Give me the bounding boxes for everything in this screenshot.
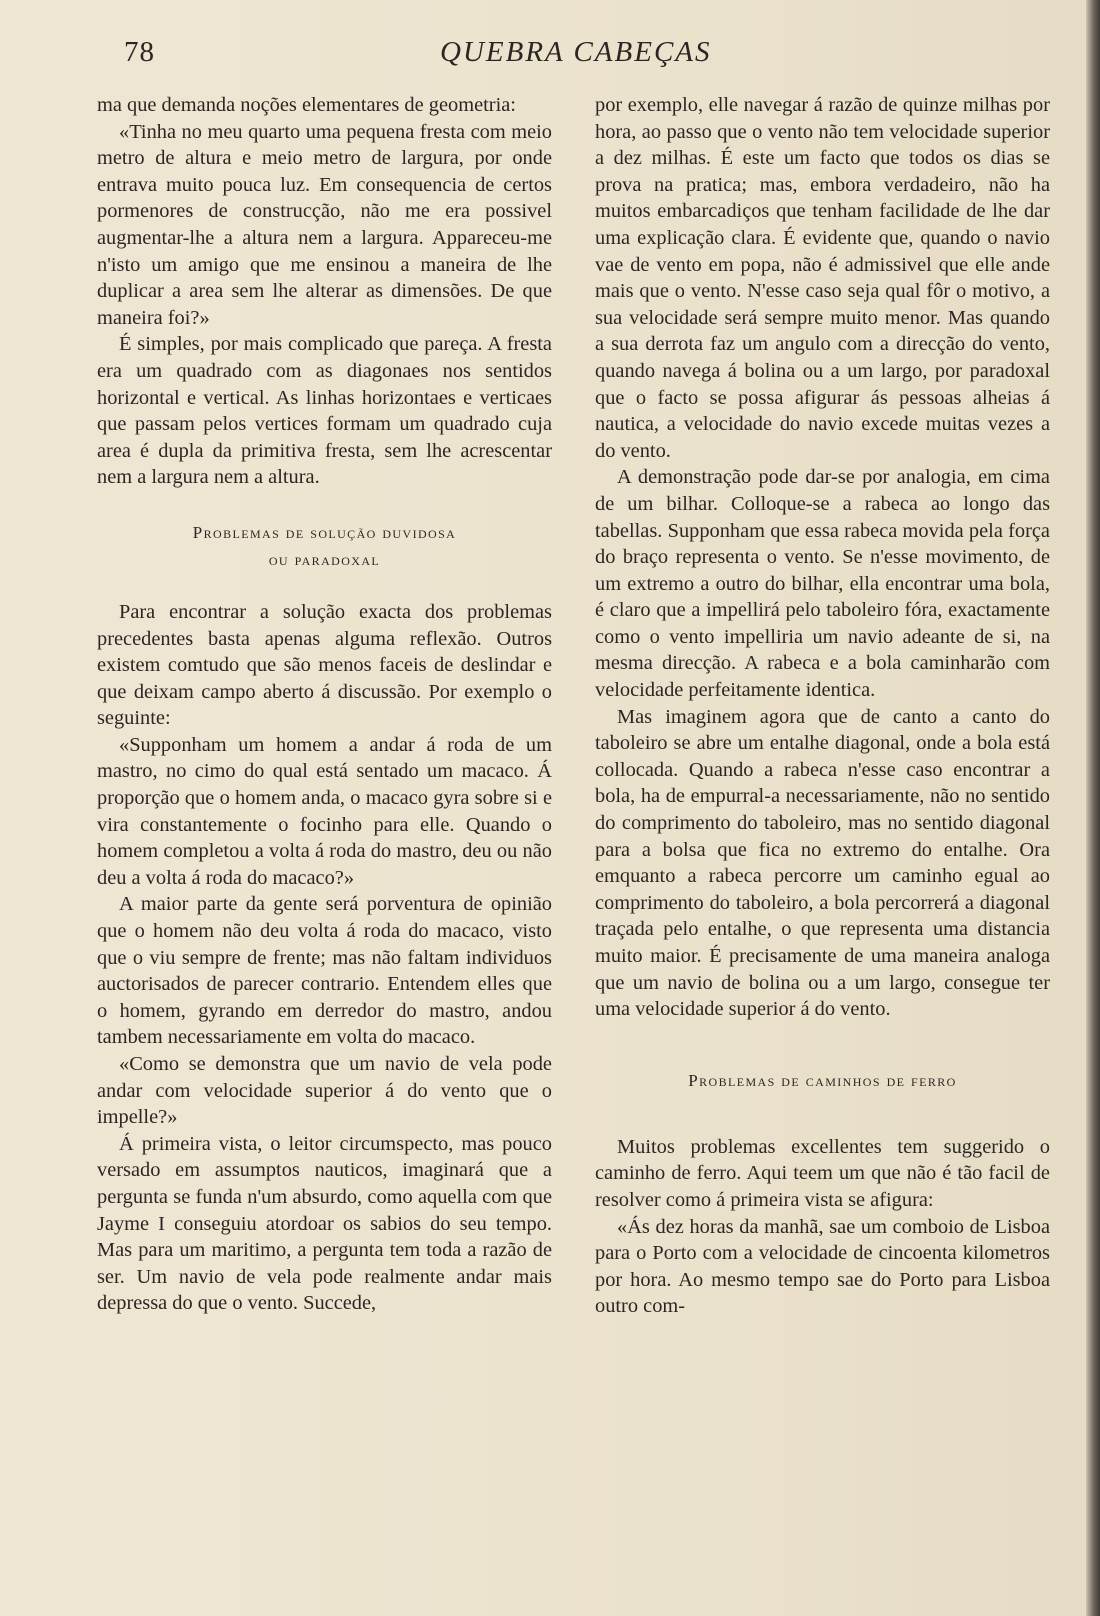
paragraph: por exemplo, elle navegar á razão de quinze milhas por hora, ao passo que o vento não tem velocidade superior a dez milhas. É este um facto que todos os dias se prova na pratica; mas, embora verdadeiro, não ha muitos embarcadiços que tenham facilidade de lhe dar uma explicação clara. É evidente que, quando o navio vae de vento em popa, não é admissivel que elle ande mais que o vento. N'esse caso seja qual fôr o motivo, a sua velocidade será sempre muito menor. Mas quando a sua derrota faz um angulo com a direcção do vento, quando navega á bolina ou a um largo, por paradoxal que o facto se possa afigurar ás pessoas alheias á nautica, a velocidade do navio excede muitas vezes a do vento. bbox=[595, 94, 1050, 462]
left-column bbox=[97, 92, 552, 1317]
paragraph: ma que demanda noções elementares de geometria: bbox=[97, 94, 516, 116]
section-heading bbox=[97, 519, 552, 573]
page-edge-shadow bbox=[1086, 0, 1100, 1616]
section-heading bbox=[595, 1067, 1050, 1094]
paragraph: É simples, por mais complicado que pareça. A fresta era um quadrado com as diagonaes nos sentidos horizontal e vertical. As linhas horizontaes e verticaes que passam pelos vertices formam um quadrado cuja area é dupla da primitiva fresta, sem lhe acrescentar nem a largura nem a altura. bbox=[97, 333, 552, 489]
paragraph: «Supponham um homem a andar á roda de um mastro, no cimo do qual está sentado um macaco. Á proporção que o homem anda, o macaco gyra sobre si e vira constantemente o focinho para elle. Quando o homem completou a volta á roda do mastro, deu ou não deu a volta á roda do macaco?» bbox=[97, 733, 552, 889]
paragraph: Á primeira vista, o leitor circumspecto, mas pouco versado em assumptos nauticos, imaginará que a pergunta se funda n'um absurdo, como aquella com que Jayme I conseguiu atordoar os sabios do seu tempo. Mas para um maritimo, a pergunta tem toda a razão de ser. Um navio de vela pode realmente andar mais depressa do que o vento. Succede, bbox=[97, 1132, 552, 1315]
paragraph: Mas imaginem agora que de canto a canto do taboleiro se abre um entalhe diagonal, onde a bola está collocada. Quando a rabeca n'esse caso encontrar a bola, ha de empurral-a necessariamente, não no sentido do comprimento do taboleiro, mas no sentido diagonal para a bolsa que fica no extremo do entalhe. Ora emquanto a rabeca percorre um caminho egual ao comprimento do taboleiro, a bola percorrerá a diagonal traçada pelo entalhe, o que representa uma distancia muito maior. É precisamente de uma maneira analoga que um navio de bolina ou a um largo, consegue ter uma velocidade superior á do vento. bbox=[595, 705, 1050, 1021]
paragraph: «Tinha no meu quarto uma pequena fresta com meio metro de altura e meio metro de largura, por onde entrava muito pouca luz. Em consequencia de certos pormenores de construcção, não me era possivel augmentar-lhe a altura nem a largura. Appareceu-me n'isto um amigo que me ensinou a maneira de lhe duplicar a area sem lhe alterar as dimensões. De que maneira foi?» bbox=[97, 120, 552, 329]
right-column bbox=[595, 92, 1050, 1320]
book-title: QUEBRA CABEÇAS bbox=[440, 36, 712, 68]
running-head bbox=[0, 34, 1100, 74]
section-heading-line: Problemas de solução duvidosa bbox=[192, 522, 457, 542]
paragraph: «Como se demonstra que um navio de vela pode andar com velocidade superior á do vento que o impelle?» bbox=[97, 1053, 552, 1129]
paragraph: Para encontrar a solução exacta dos problemas precedentes basta apenas alguma reflexão. Outros existem comtudo que são menos faceis de deslindar e que deixam campo aberto á discussão. Por exemplo o seguinte: bbox=[97, 600, 552, 730]
paragraph: Muitos problemas excellentes tem suggerido o caminho de ferro. Aqui teem um que não é tão facil de resolver como á primeira vista se afigura: bbox=[595, 1135, 1050, 1211]
section-heading-line: ou paradoxal bbox=[268, 549, 381, 569]
paragraph: «Ás dez horas da manhã, sae um comboio de Lisboa para o Porto com a velocidade de cincoenta kilometros por hora. Ao mesmo tempo sae do Porto para Lisboa outro com- bbox=[595, 1215, 1050, 1318]
paragraph: A maior parte da gente será porventura de opinião que o homem não deu volta á roda do macaco, visto que o viu sempre de frente; mas não faltam individuos auctorisados de parecer contrario. Entendem elles que o homem, gyrando em derredor do mastro, andou tambem necessariamente em volta do macaco. bbox=[97, 893, 552, 1049]
page-number: 78 bbox=[124, 36, 155, 68]
section-heading-line: Problemas de caminhos de ferro bbox=[688, 1070, 957, 1090]
paragraph: A demonstração pode dar-se por analogia, em cima de um bilhar. Colloque-se a rabeca ao longo das tabellas. Supponham que essa rabeca movida pela força do braço representa o vento. Se n'esse movimento, de um extremo a outro do bilhar, ella encontrar uma bola, é claro que a impellirá pelo taboleiro fóra, exactamente como o vento impelliria um navio adeante de si, na mesma direcção. A rabeca e a bola caminharão com velocidade perfeitamente identica. bbox=[595, 466, 1050, 702]
